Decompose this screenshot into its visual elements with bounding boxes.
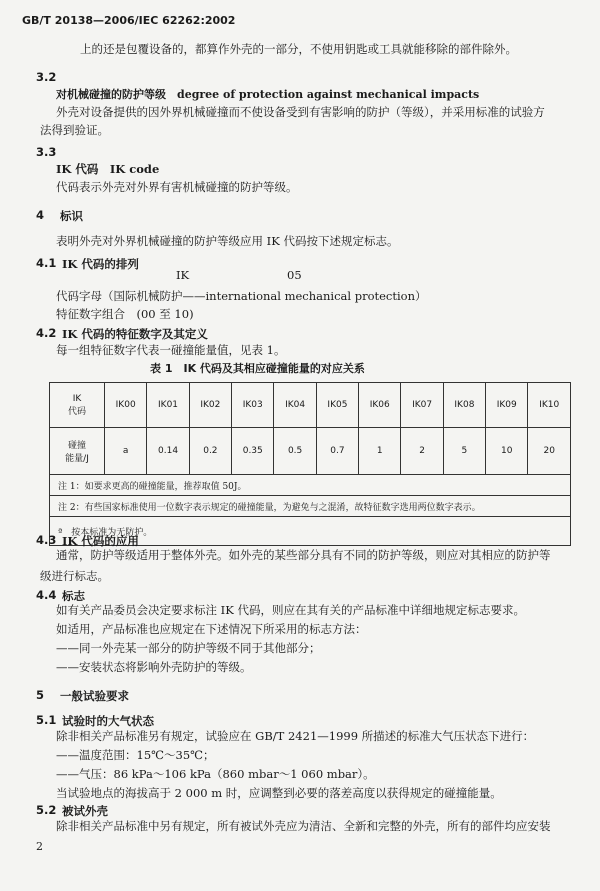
section-title-5: 一般试验要求 xyxy=(60,689,129,703)
energy-cell: 0.14 xyxy=(147,428,189,475)
section-4-4-line-3: ——同一外壳某一部分的防护等级不同于其他部分； xyxy=(56,641,321,655)
section-title-4-4: 标志 xyxy=(62,589,85,603)
section-4-4-line-1: 如有关产品委员会决定要求标注 IK 代码，则应在其有关的产品标准中详细地规定标志要求。 xyxy=(56,603,525,617)
section-title-5-2: 被试外壳 xyxy=(62,804,108,818)
table-note-2-row xyxy=(50,496,571,517)
section-5-1-line-4: 当试验地点的海拔高于 2 000 m 时，应调整到必要的落差高度以获得规定的碰撞能量。 xyxy=(56,786,502,800)
energy-cell: 2 xyxy=(401,428,443,475)
section-number-5-1: 5.1 xyxy=(36,713,57,727)
header-cell-energy xyxy=(50,428,105,475)
energy-cell: a xyxy=(105,428,147,475)
section-number-4-2: 4.2 xyxy=(36,326,57,340)
energy-cell: 0.7 xyxy=(316,428,358,475)
section-number-3-3: 3.3 xyxy=(36,145,57,159)
header-impact-label: 碰撞 xyxy=(67,441,86,451)
code-cell: IK00 xyxy=(105,383,147,428)
section-number-4: 4 xyxy=(36,208,45,222)
table-note-1: 注 1：如要求更高的碰撞能量，推荐取值 50J。 xyxy=(50,475,571,496)
section-4-1-line-1: 代码字母（国际机械防护——international mechanical protection） xyxy=(56,289,427,303)
code-cell: IK03 xyxy=(232,383,274,428)
code-cell: IK05 xyxy=(316,383,358,428)
table-note-2: 注 2：有些国家标准使用一位数字表示规定的碰撞能量，为避免与之混淆，故特征数字选用两位数字表示。 xyxy=(50,496,571,517)
section-4-line-1: 表明外壳对外界机械碰撞的防护等级应用 IK 代码按下述规定标志。 xyxy=(56,234,399,248)
section-number-4-1: 4.1 xyxy=(36,256,57,270)
energy-cell: 0.5 xyxy=(274,428,316,475)
section-number-5: 5 xyxy=(36,688,45,702)
section-title-3-3: IK 代码 IK code xyxy=(56,162,160,176)
ik-energy-table xyxy=(49,382,571,546)
section-title-5-1: 试验时的大气状态 xyxy=(62,714,154,728)
section-4-4-line-4: ——安装状态将影响外壳防护的等级。 xyxy=(56,660,252,674)
section-number-5-2: 5.2 xyxy=(36,803,57,817)
code-cell: IK01 xyxy=(147,383,189,428)
section-title-4-1: IK 代码的排列 xyxy=(62,257,139,271)
header-code-label: 代码 xyxy=(67,406,86,417)
code-cell: IK09 xyxy=(486,383,528,428)
energy-cell: 20 xyxy=(528,428,571,475)
section-4-3-line-2: 级进行标志。 xyxy=(40,569,109,583)
table-row-energies xyxy=(50,428,571,475)
section-4-3-line-1: 通常，防护等级适用于整体外壳。如外壳的某些部分具有不同的防护等级，则应对其相应的防护等 xyxy=(56,548,551,562)
header-cell-code xyxy=(50,383,105,428)
code-letters-ik: IK xyxy=(176,268,190,282)
section-5-1-line-3: ——气压：86 kPa～106 kPa（860 mbar～1 060 mbar）。 xyxy=(56,767,375,781)
table-row-codes xyxy=(50,383,571,428)
section-4-2-line-1: 每一组特征数字代表一碰撞能量值，见表 1。 xyxy=(56,343,286,357)
page-number: 2 xyxy=(36,840,43,853)
section-title-4: 标识 xyxy=(60,209,83,223)
energy-cell: 0.2 xyxy=(189,428,231,475)
table-caption: 表 1 IK 代码及其相应碰撞能量的对应关系 xyxy=(150,362,365,375)
energy-cell: 10 xyxy=(486,428,528,475)
section-4-4-line-2: 如适用，产品标准也应规定在下述情况下所采用的标志方法： xyxy=(56,622,367,636)
section-title-3-2: 对机械碰撞的防护等级 degree of protection against mechanical impacts xyxy=(56,88,480,101)
section-3-2-line-1: 外壳对设备提供的因外界机械碰撞而不使设备受到有害影响的防护（等级），并采用标准的试验方 xyxy=(56,105,545,119)
section-number-3-2: 3.2 xyxy=(36,70,57,84)
section-title-4-2: IK 代码的特征数字及其定义 xyxy=(62,327,208,341)
section-5-2-line-1: 除非相关产品标准中另有规定，所有被试外壳应为清洁、全新和完整的外壳，所有的部件均应安装 xyxy=(56,819,551,833)
section-5-1-line-1: 除非相关产品标准另有规定，试验应在 GB/T 2421—1999 所描述的标准大气压状态下进行： xyxy=(56,729,535,743)
code-cell: IK06 xyxy=(359,383,401,428)
energy-cell: 5 xyxy=(443,428,485,475)
section-number-4-4: 4.4 xyxy=(36,588,57,602)
section-4-1-line-2: 特征数字组合 (00 至 10) xyxy=(56,307,194,321)
table-footnote: ª 按本标准为无防护。 xyxy=(50,517,571,546)
energy-cell: 1 xyxy=(359,428,401,475)
section-3-2-line-2: 法得到验证。 xyxy=(40,123,109,137)
code-cell: IK10 xyxy=(528,383,571,428)
section-5-1-line-2: ——温度范围：15℃～35℃； xyxy=(56,748,215,762)
energy-cell: 0.35 xyxy=(232,428,274,475)
code-cell: IK07 xyxy=(401,383,443,428)
code-cell: IK04 xyxy=(274,383,316,428)
table-note-1-row xyxy=(50,475,571,496)
header-ik-label: IK xyxy=(72,393,82,404)
code-cell: IK08 xyxy=(443,383,485,428)
code-cell: IK02 xyxy=(189,383,231,428)
code-digits-05: 05 xyxy=(287,268,302,282)
intro-line: 上的还是包覆设备的，都算作外壳的一部分，不使用钥匙或工具就能移除的部件除外。 xyxy=(80,42,517,56)
section-3-3-line-1: 代码表示外壳对外界有害机械碰撞的防护等级。 xyxy=(56,180,298,194)
section-number-4-3: 4.3 xyxy=(36,533,57,547)
section-title-4-3: IK 代码的应用 xyxy=(62,534,139,548)
header-energy-unit-label: 能量/J xyxy=(65,454,89,464)
standard-header: GB/T 20138—2006/IEC 62262:2002 xyxy=(22,14,236,27)
